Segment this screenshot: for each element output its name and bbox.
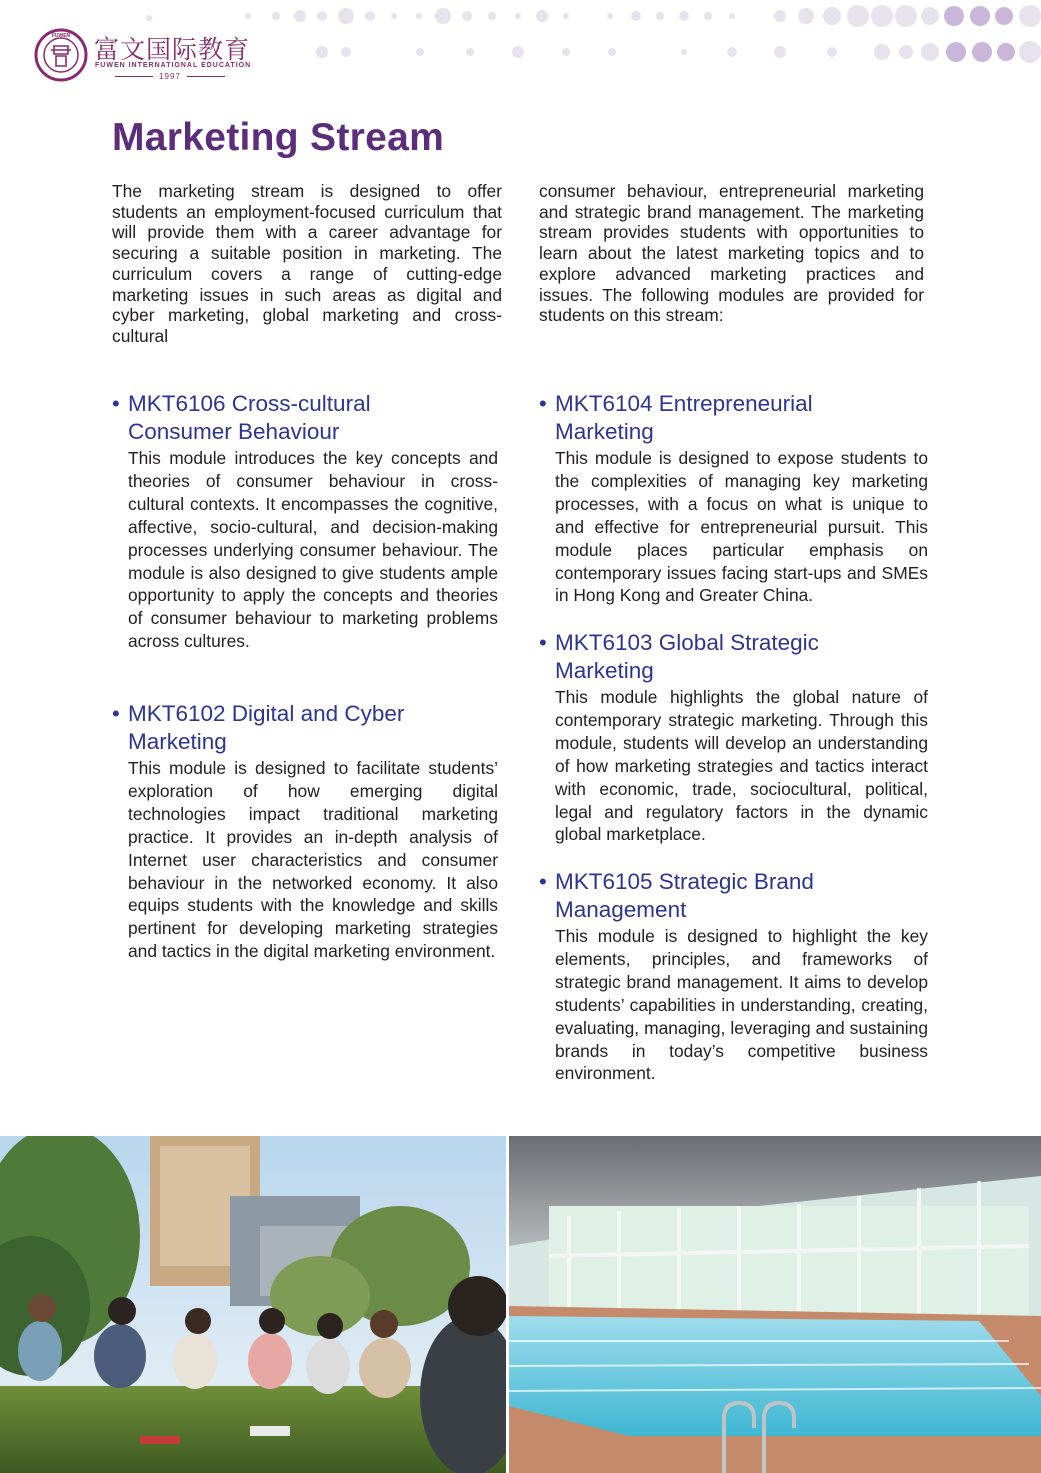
logo — [34, 28, 264, 88]
module-description: This module is designed to expose students to the complexities of managing key marketing processes, with a focus on what is unique to and effective for entrepreneurial pursuit. This module places particular emphasis on contemporary issues facing start-ups and SMEs in Hong Kong and Greater China. — [555, 448, 928, 606]
intro-paragraph-right: consumer behaviour, entrepreneurial marketing and strategic brand management. The marketing stream provides students with opportunities to learn about the latest marketing topics and to explore advanced marketing practices and issues. The following modules are provided for students on this stream: — [539, 181, 924, 326]
module-mkt6106 — [112, 390, 498, 653]
module-description: This module introduces the key concepts and theories of consumer behaviour in cross-cultural contexts. It encompasses the cognitive, affective, socio-cultural, and decision-making processes underlying consumer behaviour. The module is also designed to give students ample opportunity to apply the concepts and theories of consumer behaviour to marketing problems across cultures. — [128, 448, 498, 652]
intro-paragraph-left: The marketing stream is designed to offer students an employment-focused curriculum that will provide them with a career advantage for securing a suitable position in marketing. The curriculum covers a range of cutting-edge marketing issues in such areas as digital and cyber marketing, global marketing and cross-cultural — [112, 181, 502, 346]
bullet-icon: • — [112, 391, 120, 416]
module-mkt6105 — [539, 868, 928, 1085]
fuwen-seal-icon — [34, 28, 88, 82]
module-heading: • MKT6104 Entrepreneurial Marketing — [539, 391, 813, 444]
module-heading: • MKT6105 Strategic Brand Management — [539, 869, 814, 922]
bullet-icon: • — [539, 869, 547, 894]
module-heading: • MKT6103 Global Strategic Marketing — [539, 630, 819, 683]
module-mkt6102 — [112, 700, 498, 963]
logo-founding-year: 1997 — [106, 72, 234, 81]
module-description: This module highlights the global nature of contemporary strategic marketing. Through this module, students will develop an understanding of how marketing strategies and tactics interact with economic, trade, sociocultural, political, legal and regulatory factors in the dynamic global marketplace. — [555, 687, 928, 845]
logo-chinese-name: 富文国际教育 — [94, 35, 251, 64]
bullet-icon: • — [539, 391, 547, 416]
module-description: This module is designed to facilitate students’ exploration of how emerging digital technologies impact traditional marketing practice. It provides an in-depth analysis of Internet user characteristics and consumer behaviour in the networked economy. It also equips students with the knowledge and skills pertinent for developing marketing strategies and tactics in the digital marketing environment. — [128, 758, 498, 962]
bullet-icon: • — [539, 630, 547, 655]
swimming-pool-photo — [509, 1136, 1041, 1473]
module-mkt6103 — [539, 629, 928, 846]
svg-text:FUWEN: FUWEN — [51, 33, 71, 39]
module-mkt6104 — [539, 390, 928, 607]
logo-english-name: FUWEN INTERNATIONAL EDUCATION — [95, 62, 252, 69]
page-title: Marketing Stream — [112, 116, 445, 159]
bullet-icon: • — [112, 701, 120, 726]
students-campus-photo — [0, 1136, 506, 1473]
module-description: This module is designed to highlight the key elements, principles, and frameworks of strategic brand management. It aims to develop students’ capabilities in understanding, creating, evaluating, managing, leveraging and sustaining brands in today’s competitive business environment. — [555, 926, 928, 1084]
module-heading: • MKT6106 Cross-cultural Consumer Behaviour — [112, 391, 371, 444]
module-heading: • MKT6102 Digital and Cyber Marketing — [112, 701, 405, 754]
